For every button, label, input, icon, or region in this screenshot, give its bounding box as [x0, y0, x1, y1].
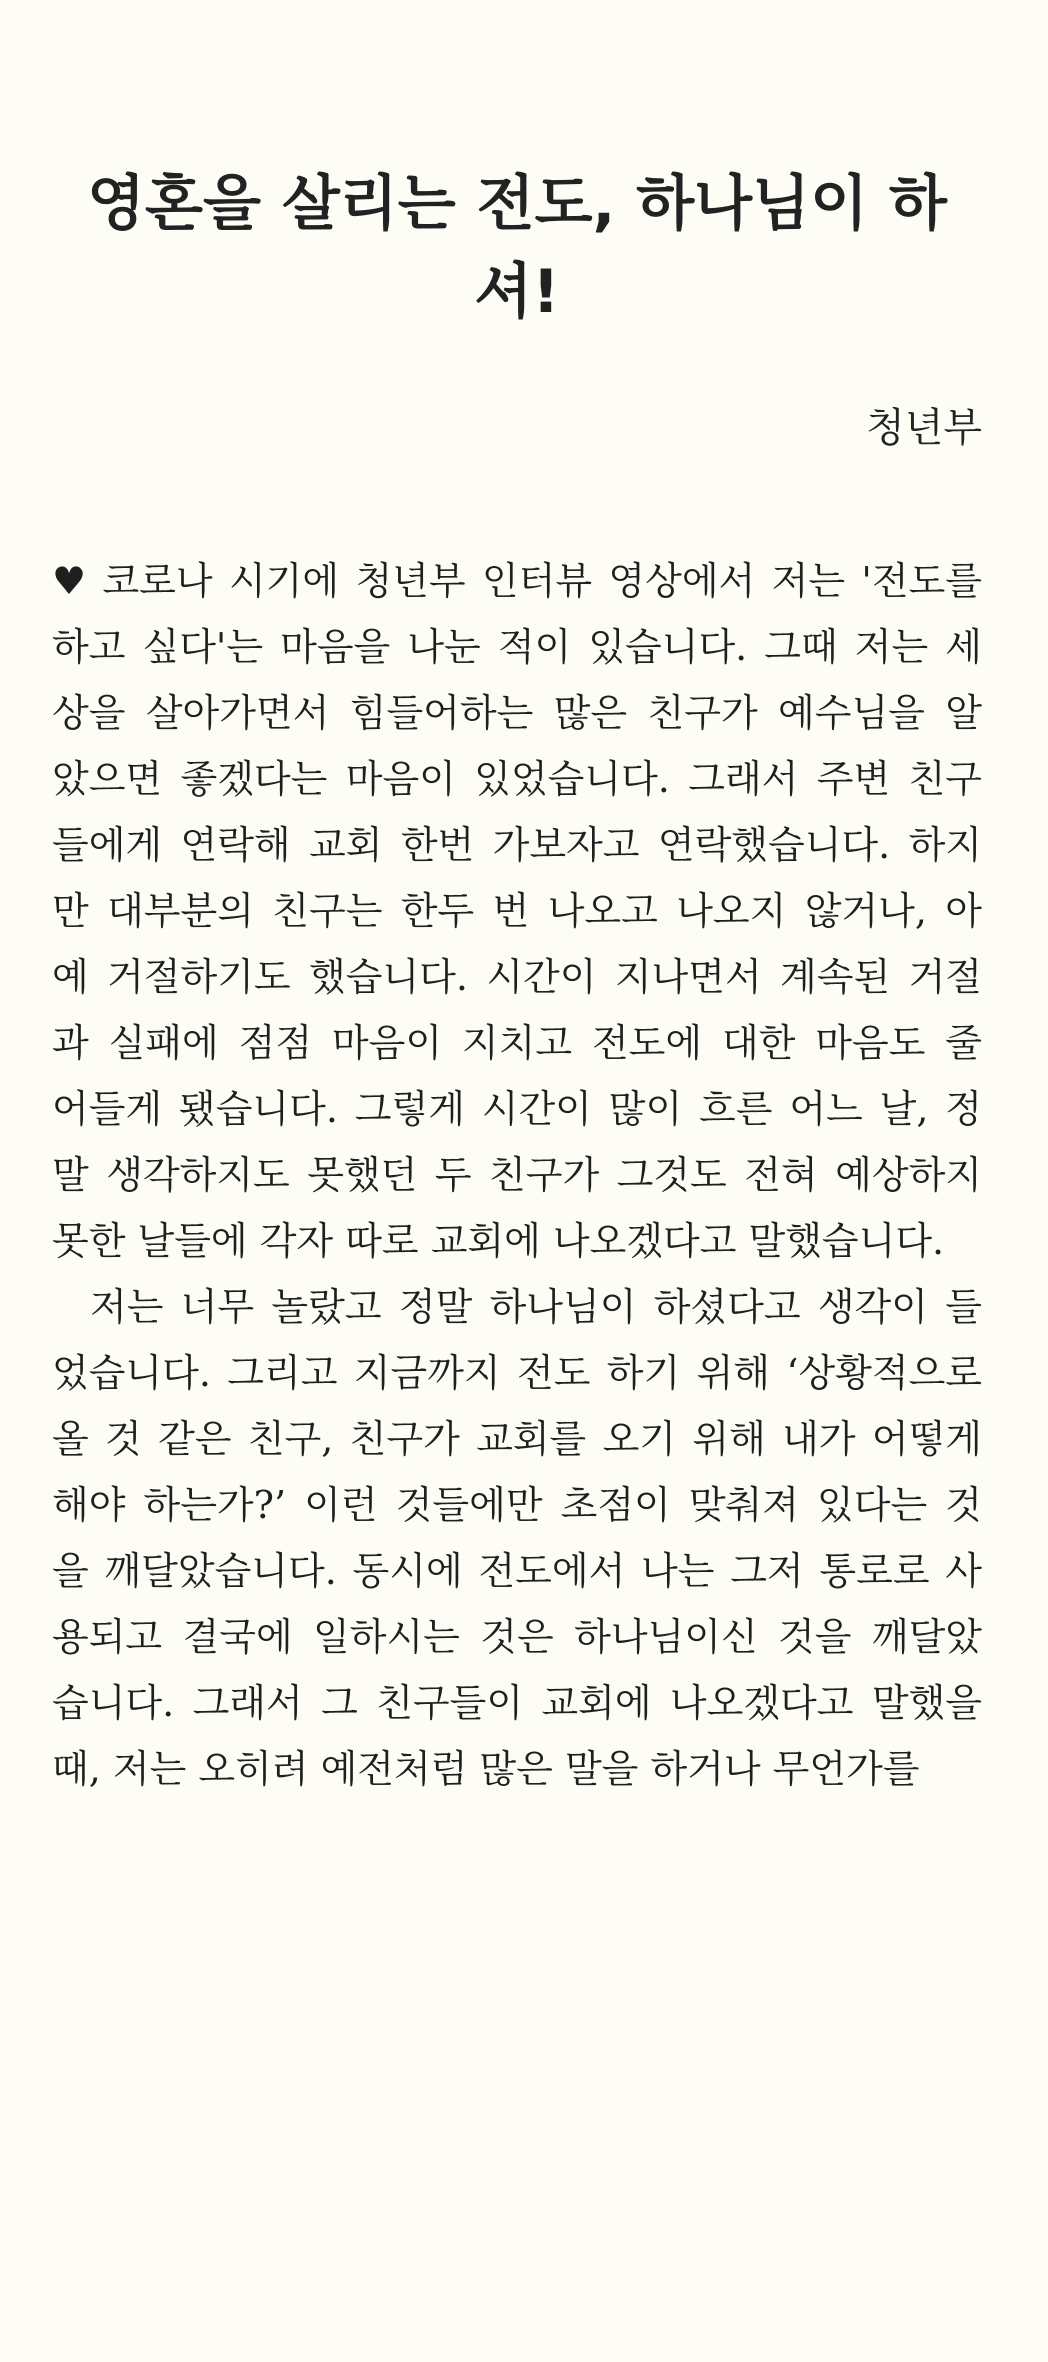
paragraph-line: 들에게 연락해 교회 한번 가보자고 연락했습니다. 하지 [52, 823, 982, 867]
author-byline: 청년부 [866, 405, 982, 451]
paragraph-line: 과 실패에 점점 마음이 지치고 전도에 대한 마음도 줄 [52, 1021, 982, 1065]
paragraph-line: 용되고 결국에 일하시는 것은 하나님이신 것을 깨달았 [52, 1615, 982, 1659]
article-body [52, 548, 982, 1802]
paragraph-line: 상을 살아가면서 힘들어하는 많은 친구가 예수님을 알 [52, 691, 982, 735]
paragraph-line: 었습니다. 그리고 지금까지 전도 하기 위해 ‘상황적으로 [52, 1351, 982, 1395]
paragraph-line: 못한 날들에 각자 따로 교회에 나오겠다고 말했습니다. [52, 1219, 945, 1263]
paragraph-line: 저는 너무 놀랐고 정말 하나님이 하셨다고 생각이 들 [90, 1285, 982, 1329]
paragraph-line: 때, 저는 오히려 예전처럼 많은 말을 하거나 무언가를 [52, 1747, 920, 1791]
paragraph-line [52, 548, 982, 614]
paragraph-line: 았으면 좋겠다는 마음이 있었습니다. 그래서 주변 친구 [52, 757, 982, 801]
paragraph-line: 만 대부분의 친구는 한두 번 나오고 나오지 않거나, 아 [52, 889, 982, 933]
page-title: 영혼을 살리는 전도, 하나님이 하셔! [87, 169, 947, 327]
paragraph-line: 말 생각하지도 못했던 두 친구가 그것도 전혀 예상하지 [52, 1153, 982, 1197]
paragraph-line: 어들게 됐습니다. 그렇게 시간이 많이 흐른 어느 날, 정 [52, 1087, 982, 1131]
paragraph-line: 해야 하는가?’ 이런 것들에만 초점이 맞춰져 있다는 것 [52, 1483, 982, 1527]
paragraph-line: 예 거절하기도 했습니다. 시간이 지나면서 계속된 거절 [52, 955, 982, 999]
heart-icon: ♥ [52, 559, 87, 603]
paragraph-line: 하고 싶다'는 마음을 나눈 적이 있습니다. 그때 저는 세 [52, 625, 982, 669]
paragraph-line: 올 것 같은 친구, 친구가 교회를 오기 위해 내가 어떻게 [52, 1417, 982, 1461]
paragraph-line: 을 깨달았습니다. 동시에 전도에서 나는 그저 통로로 사 [52, 1549, 982, 1593]
paragraph-line: 습니다. 그래서 그 친구들이 교회에 나오겠다고 말했을 [52, 1681, 982, 1725]
paragraph-text: 코로나 시기에 청년부 인터뷰 영상에서 저는 '전도를 [102, 559, 982, 603]
